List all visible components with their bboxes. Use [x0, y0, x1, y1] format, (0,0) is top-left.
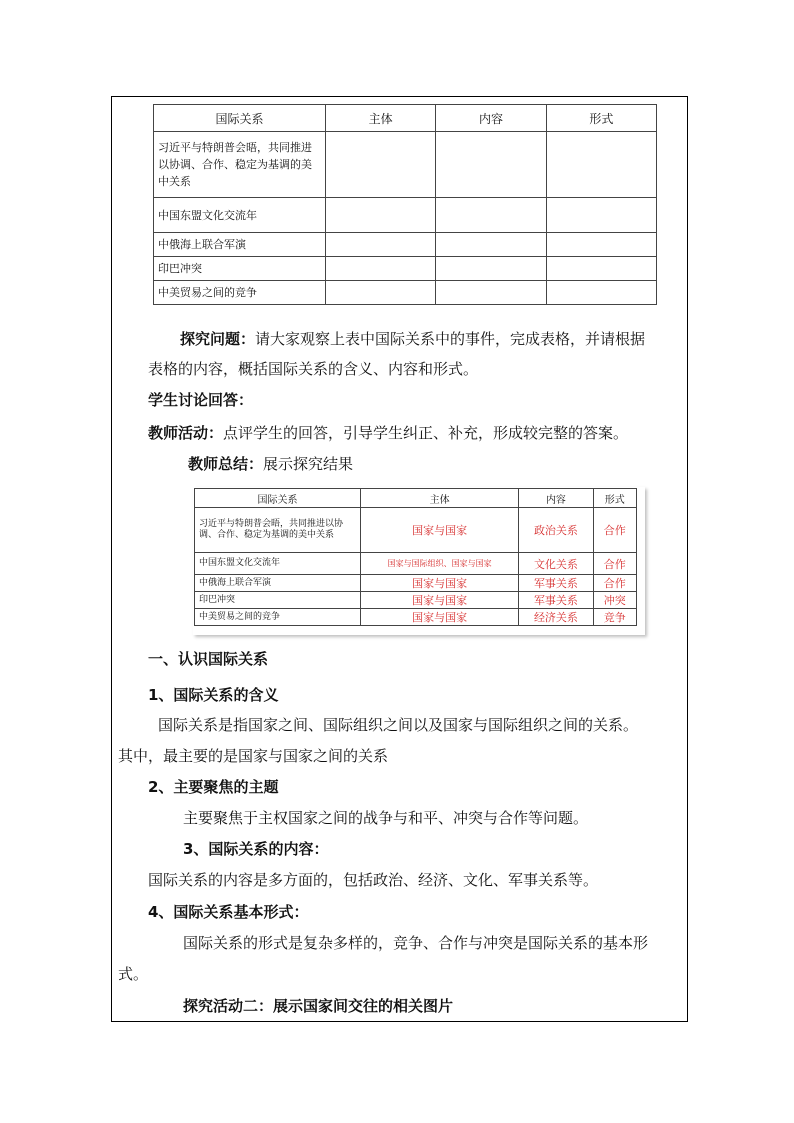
table-row	[154, 198, 657, 233]
column-header: 主体	[326, 105, 436, 132]
table-cell	[546, 198, 656, 233]
table-cell	[546, 132, 656, 198]
table-cell	[326, 233, 436, 257]
table-cell: 国家与国家	[361, 575, 519, 592]
table-cell: 合作	[593, 553, 636, 575]
table-cell: 国家与国家	[361, 508, 519, 553]
column-header: 国际关系	[195, 489, 361, 508]
table-cell	[546, 281, 656, 305]
table-cell: 国家与国家	[361, 609, 519, 626]
table-cell: 习近平与特朗普会晤，共同推进以协调、合作、稳定为基调的美中关系	[195, 508, 361, 553]
table-row	[195, 609, 637, 626]
subheading-content: 3、国际关系的内容：	[183, 840, 329, 858]
table-cell	[546, 257, 656, 281]
paragraph: 主要聚焦于主权国家之间的战争与和平、冲突与合作等问题。	[183, 809, 589, 827]
teacher-summary	[188, 449, 353, 479]
activity-heading: 探究活动二：展示国家间交往的相关图片	[183, 997, 454, 1015]
table-cell	[436, 198, 546, 233]
column-header: 形式	[546, 105, 656, 132]
table-header-row	[154, 105, 657, 132]
table-cell: 文化关系	[519, 553, 593, 575]
table-cell: 中国东盟文化交流年	[154, 198, 326, 233]
teacher-summary-label: 教师总结：	[188, 455, 264, 473]
table-cell	[436, 281, 546, 305]
table-cell: 合作	[593, 575, 636, 592]
table-cell: 军事关系	[519, 592, 593, 609]
teacher-summary-text: 展示探究结果	[263, 455, 354, 473]
teacher-activity-text: 点评学生的回答，引导学生纠正、补充，形成较完整的答案。	[223, 424, 629, 442]
table-cell	[436, 233, 546, 257]
table-header-row	[195, 489, 637, 508]
table-cell: 经济关系	[519, 609, 593, 626]
table-cell: 国家与国际组织、国家与国家	[361, 553, 519, 575]
student-answer-label: 学生讨论回答：	[148, 391, 254, 409]
column-header: 形式	[593, 489, 636, 508]
column-header: 内容	[436, 105, 546, 132]
column-header: 主体	[361, 489, 519, 508]
table-cell	[326, 281, 436, 305]
table-cell: 合作	[593, 508, 636, 553]
teacher-activity-label: 教师活动：	[148, 424, 224, 442]
table-cell: 习近平与特朗普会晤，共同推进以协调、合作、稳定为基调的美中关系	[154, 132, 326, 198]
table-row	[154, 132, 657, 198]
subheading-meaning: 1、国际关系的含义	[148, 686, 279, 704]
subheading-forms: 4、国际关系基本形式：	[148, 903, 309, 921]
table-cell: 中俄海上联合军演	[195, 575, 361, 592]
paragraph: 国际关系是指国家之间、国际组织之间以及国家与国际组织之间的关系。	[158, 716, 639, 734]
table-cell: 冲突	[593, 592, 636, 609]
paragraph: 式。	[118, 965, 149, 983]
table-cell: 中美贸易之间的竞争	[195, 609, 361, 626]
table-cell: 竞争	[593, 609, 636, 626]
table-cell	[436, 132, 546, 198]
table-row	[195, 508, 637, 553]
table-cell: 印巴冲突	[195, 592, 361, 609]
table-cell	[326, 257, 436, 281]
inquiry-label: 探究问题：	[180, 330, 256, 348]
table-cell: 中美贸易之间的竞争	[154, 281, 326, 305]
inquiry-line-1	[180, 324, 645, 354]
paragraph: 其中，最主要的是国家与国家之间的关系	[118, 747, 389, 765]
paragraph: 国际关系的内容是多方面的，包括政治、经济、文化、军事关系等。	[148, 871, 599, 889]
table-cell	[436, 257, 546, 281]
teacher-activity	[148, 418, 628, 448]
table-row	[154, 281, 657, 305]
table-cell: 中俄海上联合军演	[154, 233, 326, 257]
table-cell: 国家与国家	[361, 592, 519, 609]
table-row	[154, 257, 657, 281]
table-cell: 印巴冲突	[154, 257, 326, 281]
table-row	[195, 575, 637, 592]
result-table	[194, 488, 637, 626]
table-row	[154, 233, 657, 257]
table-cell: 军事关系	[519, 575, 593, 592]
table-cell: 中国东盟文化交流年	[195, 553, 361, 575]
table-row	[195, 592, 637, 609]
inquiry-text-1: 请大家观察上表中国际关系中的事件，完成表格，并请根据	[255, 330, 646, 348]
table-cell	[326, 198, 436, 233]
table-cell: 政治关系	[519, 508, 593, 553]
paragraph: 国际关系的形式是复杂多样的，竞争、合作与冲突是国际关系的基本形	[183, 934, 649, 952]
exercise-table	[153, 104, 657, 305]
table-row	[195, 553, 637, 575]
subheading-themes: 2、主要聚焦的主题	[148, 778, 279, 796]
table-cell	[546, 233, 656, 257]
section-heading: 一、认识国际关系	[148, 650, 269, 668]
column-header: 内容	[519, 489, 593, 508]
inquiry-line-2: 表格的内容，概括国际关系的含义、内容和形式。	[148, 360, 479, 378]
table-cell	[326, 132, 436, 198]
column-header: 国际关系	[154, 105, 326, 132]
